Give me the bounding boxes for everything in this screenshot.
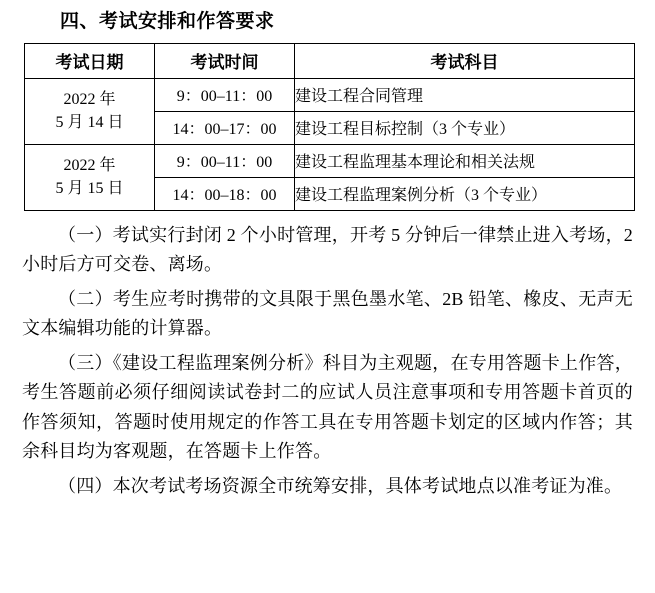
exam-subject-cell: 建设工程监理案例分析（3 个专业） <box>295 177 635 210</box>
column-header-time: 考试时间 <box>155 43 295 78</box>
exam-schedule-table <box>24 43 635 211</box>
paragraph-1: （一）考试实行封闭 2 个小时管理，开考 5 分钟后一律禁止进入考场，2 小时后方可交卷、离场。 <box>22 224 633 274</box>
paragraph-4: （四）本次考试考场资源全市统筹安排，具体考试地点以准考证为准。 <box>58 475 623 496</box>
table-header-row <box>25 43 635 78</box>
exam-subject-cell: 建设工程监理基本理论和相关法规 <box>295 144 635 177</box>
exam-date-cell <box>25 78 155 144</box>
page-title: 四、考试安排和作答要求 <box>60 11 275 32</box>
table-row <box>25 144 635 177</box>
paragraph-3: （三）《建设工程监理案例分析》科目为主观题，在专用答题卡上作答，考生答题前必须仔细阅读试卷封二的应试人员注意事项和专用答题卡首页的作答须知，答题时使用规定的作答工具在专用答题卡划定的区域内作答；其余科目均为客观题，在答题卡上作答。 <box>22 353 633 461</box>
exam-date-cell <box>25 144 155 210</box>
paragraph-2: （二）考生应考时携带的文具限于黑色墨水笔、2B 铅笔、橡皮、无声无文本编辑功能的计算器。 <box>22 289 633 339</box>
exam-subject-cell: 建设工程合同管理 <box>295 78 635 111</box>
exam-time-cell: 14：00–18：00 <box>155 177 295 210</box>
column-header-subject: 考试科目 <box>295 43 635 78</box>
exam-subject-cell: 建设工程目标控制（3 个专业） <box>295 111 635 144</box>
table-row <box>25 78 635 111</box>
exam-date-line2: 5 月 15 日 <box>55 180 124 198</box>
exam-date-line2: 5 月 14 日 <box>55 114 124 132</box>
exam-time-cell: 9：00–11：00 <box>155 78 295 111</box>
exam-date-line1: 2022 年 <box>63 157 116 174</box>
column-header-date: 考试日期 <box>25 43 155 78</box>
exam-time-cell: 14：00–17：00 <box>155 111 295 144</box>
exam-date-line1: 2022 年 <box>63 91 116 108</box>
exam-time-cell: 9：00–11：00 <box>155 144 295 177</box>
